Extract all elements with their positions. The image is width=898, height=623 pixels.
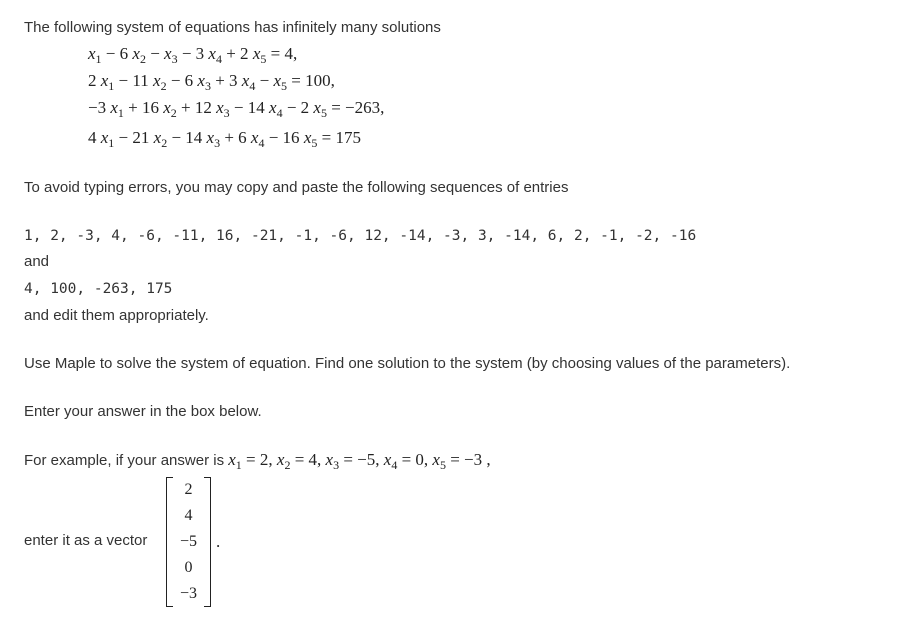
maple-instruction: Use Maple to solve the system of equation. Find one solution to the system (by choosing values of the parameters). xyxy=(24,355,791,372)
intro-text: The following system of equations has infinitely many solutions xyxy=(24,19,441,36)
example-values: $x_1 = 2$, $x_2 = 4$, $x_3 = -5$, $x_4 = 0$, $x_5 = -3$ , xyxy=(228,450,491,472)
equation-4: 4 $x_1 - 21$ $x_2 - 14$ $x_3 + 6$ $x_4 - 16$ $x_5 = 175$ xyxy=(88,128,361,150)
rhs-sequence: 4, 100, -263, 175 xyxy=(24,281,173,297)
example-vector xyxy=(166,477,211,607)
example-prefix: For example, if your answer is xyxy=(24,452,225,469)
copy-instruction: To avoid typing errors, you may copy and paste the following sequences of entries xyxy=(24,179,569,196)
and-text: and xyxy=(24,253,50,270)
coefficient-sequence: 1, 2, -3, 4, -6, -11, 16, -21, -1, -6, 12, -14, -3, 3, -14, 6, 2, -1, -2, -16 xyxy=(24,228,697,244)
equation-2: 2 $x_1 - 11$ $x_2 - 6$ $x_3 + 3$ $x_4 - x_5 = 100$, xyxy=(88,71,335,93)
edit-instruction: and edit them appropriately. xyxy=(24,307,209,324)
vector-label: enter it as a vector xyxy=(24,532,148,549)
vector-entry: −5 xyxy=(179,533,198,550)
vector-period: . xyxy=(216,532,221,551)
enter-instruction: Enter your answer in the box below. xyxy=(24,403,262,420)
vector-entry: 2 xyxy=(184,481,193,498)
example-line xyxy=(24,450,491,470)
vector-entry: −3 xyxy=(179,585,198,602)
vector-entry: 0 xyxy=(184,559,193,576)
equation-3: −3 $x_1 + 16$ $x_2 + 12$ $x_3 - 14$ $x_4 - 2$ $x_5 = -263$, xyxy=(88,98,385,120)
equation-1: $x_1 - 6$ $x_2 - x_3 - 3$ $x_4 + 2$ $x_5 = 4$, xyxy=(88,44,298,66)
vector-entry: 4 xyxy=(184,507,193,524)
